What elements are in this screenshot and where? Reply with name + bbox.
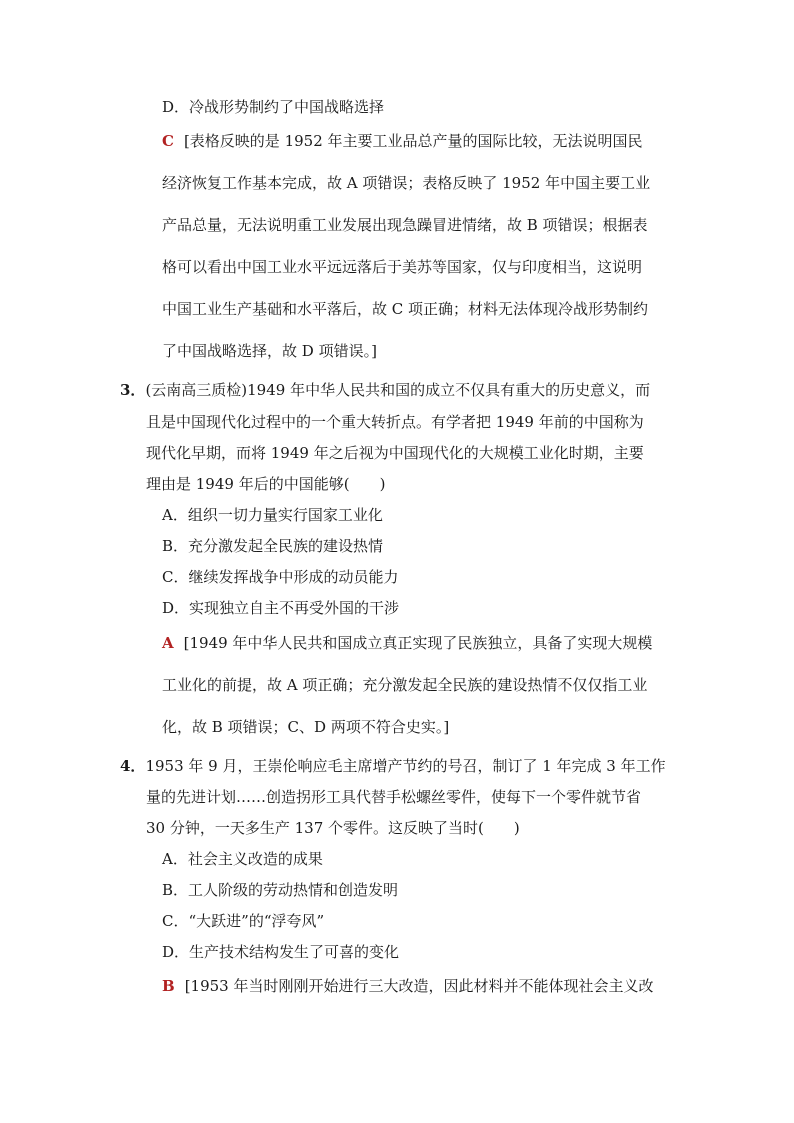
- q3-answer-line-1: [162, 633, 652, 653]
- q2-option-d: D．冷战形势制约了中国战略选择: [162, 98, 385, 116]
- q3-stem-line-1: [120, 380, 650, 400]
- q4-stem-text: 1953 年 9 月，王崇伦响应毛主席增产节约的号召，制订了 1 年完成 3 年工作: [145, 757, 666, 775]
- q4-option-a: A．社会主义改造的成果: [162, 850, 323, 868]
- q3-option-b: B．充分激发起全民族的建设热情: [162, 537, 384, 555]
- q2-explanation-line: 中国工业生产基础和水平落后，故 C 项正确；材料无法体现冷战形势制约: [162, 300, 649, 318]
- q3-stem-text: (云南高三质检)1949 年中华人民共和国的成立不仅具有重大的历史意义，而: [145, 381, 651, 399]
- q2-explanation-line: 经济恢复工作基本完成，故 A 项错误；表格反映了 1952 年中国主要工业: [162, 174, 651, 192]
- q3-option-a: A．组织一切力量实行国家工业化: [162, 506, 383, 524]
- q4-answer-letter: B: [162, 977, 175, 995]
- q3-option-d: D．实现独立自主不再受外国的干涉: [162, 599, 400, 617]
- q4-stem-line: 30 分钟，一天多生产 137 个零件。这反映了当时( ): [146, 819, 520, 837]
- q3-stem-line: 理由是 1949 年后的中国能够( ): [146, 475, 386, 493]
- q2-explanation-line: 格可以看出中国工业水平远远落后于美苏等国家，仅与印度相当，这说明: [162, 258, 643, 276]
- q2-answer-line-1: [162, 131, 643, 151]
- q3-answer-letter: A: [162, 634, 174, 652]
- q3-option-c: C．继续发挥战争中形成的动员能力: [162, 568, 399, 586]
- q4-stem-line-1: [120, 756, 666, 776]
- q4-option-c: C．“大跃进”的“浮夸风”: [162, 912, 325, 930]
- q4-explanation-line: [1953 年当时刚刚开始进行三大改造，因此材料并不能体现社会主义改: [184, 977, 654, 995]
- q2-explanation-line: 了中国战略选择，故 D 项错误。]: [162, 342, 377, 360]
- q3-explanation-line: 工业化的前提，故 A 项正确；充分激发起全民族的建设热情不仅仅指工业: [162, 676, 648, 694]
- q2-explanation-line: [表格反映的是 1952 年主要工业品总产量的国际比较，无法说明国民: [183, 132, 643, 150]
- q3-explanation-line: [1949 年中华人民共和国成立真正实现了民族独立，具备了实现大规模: [183, 634, 653, 652]
- q3-stem-line: 且是中国现代化过程中的一个重大转折点。有学者把 1949 年前的中国称为: [146, 413, 644, 431]
- q3-number: 3．: [120, 381, 146, 399]
- q2-answer-letter: C: [162, 132, 174, 150]
- q3-stem-line: 现代化早期，而将 1949 年之后视为中国现代化的大规模工业化时期，主要: [146, 444, 644, 462]
- q4-option-d: D．生产技术结构发生了可喜的变化: [162, 943, 400, 961]
- q3-explanation-line: 化，故 B 项错误；C、D 两项不符合史实。]: [162, 718, 450, 736]
- q2-explanation-line: 产品总量，无法说明重工业发展出现急躁冒进情绪，故 B 项错误；根据表: [162, 216, 648, 234]
- q4-stem-line: 量的先进计划……创造拐形工具代替手松螺丝零件，使每下一个零件就节省: [146, 788, 642, 806]
- q4-number: 4．: [120, 757, 146, 775]
- q4-answer-line-1: [162, 976, 654, 996]
- q4-option-b: B．工人阶级的劳动热情和创造发明: [162, 881, 399, 899]
